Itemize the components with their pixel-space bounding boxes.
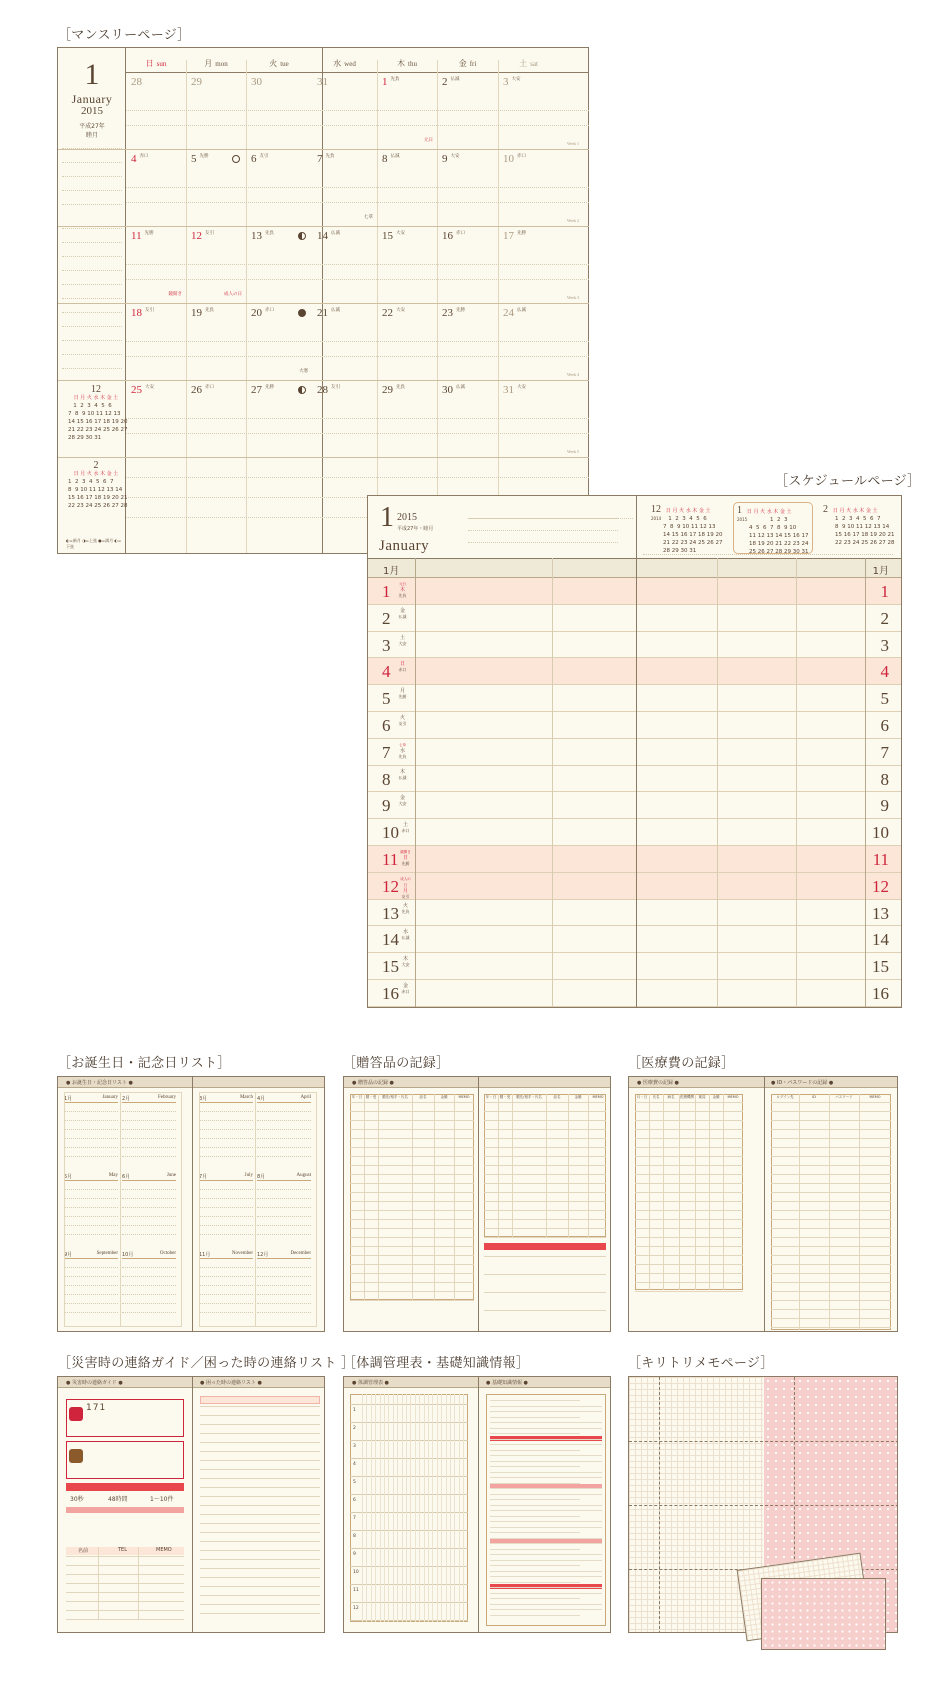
- schedule-day-left: 12: [382, 876, 399, 896]
- schedule-day-left: 13: [382, 903, 399, 923]
- mini-cal-row: 28 29 30 31: [68, 435, 102, 441]
- gift-header: ● 贈答品の記録 ●: [352, 1080, 394, 1086]
- monthly-side: [58, 48, 126, 553]
- schedule-mini-feb: 2 日 月 火 水 木 金 土 1 2 3 4 5 6 7 8 9 10 11 12 13 14 15 16 17 18 19 20 21 22 23 24 25 26 27 28: [823, 506, 898, 547]
- day-note: 七草: [364, 215, 373, 220]
- monthly-month-name: January: [71, 92, 113, 106]
- schedule-row[interactable]: [368, 685, 901, 712]
- schedule-day-right: 2: [880, 608, 889, 628]
- birthday-header: ● お誕生日・記念日リスト ●: [66, 1080, 133, 1086]
- monthly-mini-feb: 2 日 月 火 水 木 金 土 1 2 3 4 5 6 7 8 9 10 11 12 13 14 15 16 17 18 19 20 21 22 23 24 25 26 27 28: [68, 460, 128, 509]
- medical-header: ● 医療費の記録 ●: [637, 1080, 679, 1086]
- schedule-col-label-left: 1月: [383, 566, 400, 577]
- schedule-day-meta: 元日 木 先負: [398, 582, 407, 598]
- gift-col-header: 贈先/相手・氏名: [382, 1095, 408, 1099]
- monthly-year: 2015: [81, 105, 103, 117]
- idpw-col-header: MEMO: [869, 1095, 881, 1099]
- health-page: [343, 1376, 611, 1633]
- schedule-row[interactable]: [368, 739, 901, 766]
- schedule-page: [367, 495, 902, 1008]
- health-row-num: 12: [353, 1606, 359, 1611]
- monthly-day[interactable]: 4 $^{赤口}$: [131, 153, 149, 165]
- monthly-day[interactable]: 27 $^{先勝}$: [251, 384, 274, 396]
- schedule-day-meta: 鏡開き 日 先勝: [400, 850, 411, 866]
- schedule-day-meta: 土 赤口: [401, 822, 410, 834]
- monthly-day[interactable]: 26 $^{赤口}$: [191, 384, 214, 396]
- schedule-day-right: 3: [880, 635, 889, 655]
- caption-health: ［体調管理表・基礎知識情報］: [343, 1356, 530, 1371]
- message-count: 1〜10件: [150, 1496, 174, 1503]
- health-row-num: 2: [353, 1426, 356, 1431]
- gift-col-header: 金額: [574, 1095, 582, 1099]
- schedule-day-meta: 成人の日 月 友引: [400, 876, 411, 899]
- schedule-day-meta: 日 赤口: [398, 661, 407, 673]
- caption-schedule: ［スケジュールページ］: [775, 474, 921, 489]
- schedule-day-left: 11: [382, 850, 399, 869]
- birthday-month: 1月 January: [64, 1095, 118, 1102]
- medical-col-header: 氏名: [652, 1095, 660, 1099]
- health-row-num: 7: [353, 1516, 356, 1521]
- week-label: Week 4: [566, 372, 579, 377]
- schedule-day-right: 4: [880, 662, 889, 682]
- moon-icon: [298, 309, 306, 317]
- birthday-month: 4月 April: [257, 1095, 311, 1102]
- schedule-day-meta: 金 大安: [398, 795, 407, 807]
- moon-icon: [232, 155, 240, 163]
- monthly-day[interactable]: 22 $^{大安}$: [382, 307, 405, 319]
- schedule-day-left: 15: [382, 957, 399, 977]
- health-row-num: 6: [353, 1498, 356, 1503]
- birthday-month: 2月 February: [122, 1095, 176, 1102]
- schedule-row[interactable]: [368, 819, 901, 846]
- schedule-day-meta: 七草 水 先負: [398, 742, 407, 759]
- schedule-day-left: 16: [382, 984, 399, 1003]
- birthday-month: 6月 June: [122, 1173, 176, 1180]
- moon-icon: [298, 232, 306, 240]
- mini-cal-row: 28 29 30 31: [663, 548, 697, 554]
- dial-number: 171: [86, 1403, 107, 1413]
- monthly-day[interactable]: 2 $^{仏滅}$: [442, 76, 460, 88]
- monthly-day[interactable]: 21 $^{仏滅}$: [317, 307, 340, 319]
- mini-cal-row: 8 9 10 11 12 13 14: [68, 487, 123, 493]
- mini-cal-row: 1 2 3 4 5 6: [663, 516, 707, 522]
- schedule-day-meta: 月 先勝: [398, 688, 407, 700]
- idpw-col-header: パスワード: [835, 1095, 853, 1099]
- caption-medical: ［医療費の記録］: [628, 1056, 735, 1071]
- birthday-month: 8月 August: [257, 1173, 311, 1180]
- caption-birthday: ［お誕生日・記念日リスト］: [58, 1056, 231, 1071]
- monthly-day[interactable]: 6 $^{友引}$: [251, 153, 269, 165]
- id-password-header: ● ID・パスワードの記録 ●: [771, 1080, 834, 1086]
- monthly-era: 平成27年: [79, 123, 105, 130]
- disaster-page: [57, 1376, 325, 1633]
- medical-col-header: 医療機関: [680, 1095, 694, 1099]
- schedule-day-right: 8: [880, 769, 889, 789]
- schedule-row[interactable]: [368, 900, 901, 927]
- schedule-day-left: 4: [382, 662, 391, 682]
- monthly-day[interactable]: 12 $^{友引}$: [191, 230, 214, 242]
- monthly-day[interactable]: 19 $^{先負}$: [191, 307, 214, 319]
- mini-cal-row: 11 12 13 14 15 16 17: [749, 533, 809, 539]
- monthly-day[interactable]: 10 $^{赤口}$: [503, 153, 526, 165]
- monthly-day[interactable]: 28: [131, 76, 142, 88]
- schedule-rows: [368, 578, 901, 1008]
- schedule-row[interactable]: [368, 846, 901, 873]
- gift-col-header: MEMO: [458, 1095, 470, 1099]
- monthly-page: [57, 47, 589, 554]
- record-time: 30秒: [70, 1496, 84, 1503]
- schedule-row[interactable]: [368, 792, 901, 819]
- monthly-day[interactable]: 1 $^{先負}$: [382, 76, 400, 88]
- moon-legend: ◐=新月 ◑=上弦 ●=満月 ◐=下弦: [66, 538, 122, 549]
- monthly-day[interactable]: 15 $^{大安}$: [382, 230, 405, 242]
- mini-cal-row: 1 2 3 4 5 6 7: [68, 479, 114, 485]
- mini-cal-row: 15 16 17 18 19 20 21: [835, 532, 895, 538]
- col-name: 名前: [78, 1548, 89, 1554]
- mini-cal-row: 7 8 9 10 11 12 13: [663, 524, 716, 530]
- schedule-day-left: 2: [382, 608, 391, 628]
- mini-cal-row: 8 9 10 11 12 13 14: [835, 524, 890, 530]
- moon-icon: [298, 386, 306, 394]
- mini-cal-row: 22 23 24 25 26 27 28: [68, 503, 128, 509]
- health-row-num: 3: [353, 1444, 356, 1449]
- medical-page: [628, 1076, 898, 1332]
- mini-cal-row: 14 15 16 17 18 19 20: [663, 532, 723, 538]
- caption-disaster: ［災害時の連絡ガイド／困った時の連絡リスト ］: [58, 1356, 355, 1371]
- health-row-num: 9: [353, 1552, 356, 1557]
- mini-cal-row: 1 2 3 4 5 6: [68, 403, 112, 409]
- schedule-day-right: 5: [880, 689, 889, 709]
- health-header: ● 体調管理表 ●: [352, 1380, 389, 1386]
- schedule-mini-dec: 12 日 月 火 水 木 金 土 2014 1 2 3 4 5 6 7 8 9 10 11 12 13 14 15 16 17 18 19 20 21 22 23 24 25 26 27 28 29 30 31: [651, 504, 723, 554]
- schedule-day-meta: 金 赤口: [401, 983, 410, 994]
- schedule-year: 2015: [397, 512, 417, 523]
- weekday-tue: 火 tue: [269, 59, 289, 68]
- schedule-day-left: 3: [382, 635, 391, 655]
- schedule-header-row: [368, 558, 901, 578]
- birthday-month: 7月 July: [199, 1173, 253, 1180]
- schedule-day-right: 10: [872, 823, 889, 843]
- week-label: Week 5: [566, 449, 579, 454]
- birthday-month: 5月 May: [64, 1173, 118, 1180]
- monthly-day[interactable]: 31 $^{大安}$: [503, 384, 526, 396]
- day-note: 大寒: [299, 369, 308, 374]
- schedule-day-meta: 木 大安: [401, 956, 410, 968]
- caption-memo: ［キリトリメモページ］: [628, 1356, 774, 1371]
- gift-col-header: 品名: [419, 1095, 427, 1099]
- schedule-day-meta: 木 仏滅: [398, 768, 407, 780]
- schedule-day-left: 14: [382, 930, 399, 950]
- gift-col-header: 贈先/相手・氏名: [516, 1095, 542, 1099]
- gift-col-header: MEMO: [592, 1095, 604, 1099]
- gift-col-header: 金額: [440, 1095, 448, 1099]
- birthday-month: 10月 October: [122, 1251, 176, 1258]
- schedule-month-name: January: [379, 538, 430, 554]
- weekday-fri: 金 fri: [458, 59, 477, 68]
- memo-card-dots: [761, 1578, 886, 1650]
- health-row-num: 11: [353, 1588, 359, 1593]
- schedule-day-right: 15: [872, 957, 889, 977]
- mini-cal-row: 1 2 3 4 5 6 7: [835, 516, 881, 522]
- idpw-col-header: ログイン先: [776, 1095, 794, 1099]
- day-note: 元日: [424, 138, 433, 143]
- mini-cal-row: 21 22 23 24 25 26 27: [663, 540, 723, 546]
- weekday-mon: 月 mon: [204, 59, 228, 68]
- gift-col-header: 年・日: [485, 1095, 497, 1099]
- col-memo: MEMO: [156, 1547, 172, 1553]
- monthly-day[interactable]: 24 $^{仏滅}$: [503, 307, 526, 319]
- schedule-row[interactable]: [368, 605, 901, 632]
- monthly-day[interactable]: 14 $^{仏滅}$: [317, 230, 340, 242]
- medical-col-header: 病名: [667, 1095, 675, 1099]
- schedule-day-left: 9: [382, 796, 391, 816]
- monthly-day[interactable]: 16 $^{赤口}$: [442, 230, 465, 242]
- medical-col-header: 薬局: [698, 1095, 706, 1099]
- keep-time: 48時間: [108, 1496, 128, 1503]
- schedule-era: 平成27年・睦月: [397, 526, 434, 532]
- schedule-col-label-right: 1月: [872, 566, 889, 577]
- mini-cal-row: 18 19 20 21 22 23 24: [749, 541, 809, 547]
- mini-cal-row: 14 15 16 17 18 19 20: [68, 419, 128, 425]
- schedule-row[interactable]: [368, 766, 901, 793]
- week-label: Week 2: [566, 218, 579, 223]
- gift-col-header: 品名: [553, 1095, 561, 1099]
- weekday-thu: 木 thu: [397, 59, 417, 68]
- monthly-day[interactable]: 3 $^{大安}$: [503, 76, 521, 88]
- monthly-day[interactable]: 30: [251, 76, 262, 88]
- schedule-day-meta: 金 仏滅: [398, 607, 407, 619]
- monthly-day[interactable]: 17 $^{先勝}$: [503, 230, 526, 242]
- birthday-page: [57, 1076, 325, 1332]
- mini-cal-row: 25 26 27 28 29 30 31: [749, 549, 809, 555]
- mini-cal-row: 1 2 3: [749, 517, 788, 523]
- birthday-month: 11月 November: [199, 1251, 253, 1258]
- day-note: 成人の日: [224, 292, 242, 297]
- monthly-mini-dec: 12 日 月 火 水 木 金 土 1 2 3 4 5 6 7 8 9 10 11 12 13 14 15 16 17 18 19 20 21 22 23 24 25 26 27 28 29 30 31: [68, 384, 128, 441]
- mini-cal-row: 15 16 17 18 19 20 21: [68, 495, 128, 501]
- mini-cal-row: 22 23 24 25 26 27 28: [835, 540, 895, 546]
- gift-col-header: 贈・受: [499, 1095, 511, 1099]
- monthly-day[interactable]: 7 $^{先負}$: [317, 153, 335, 165]
- mini-cal-row: 21 22 23 24 25 26 27: [68, 427, 128, 433]
- birthday-month: 3月 March: [199, 1095, 253, 1102]
- schedule-row[interactable]: [368, 578, 901, 605]
- mini-cal-row: 4 5 6 7 8 9 10: [749, 525, 797, 531]
- schedule-month-number: 1: [380, 502, 394, 533]
- monthly-jp-month: 睦月: [85, 132, 98, 139]
- monthly-day[interactable]: 31: [317, 76, 328, 88]
- mini-cal-row: 7 8 9 10 11 12 13: [68, 411, 121, 417]
- schedule-mini-jan: 1 日 月 火 水 木 金 土 2015 1 2 3 4 5 6 7 8 9 10 11 12 13 14 15 16 17 18 19 20 21 22 23 24 25 26 27 28 29 30 31: [733, 502, 813, 554]
- health-row-num: 8: [353, 1534, 356, 1539]
- schedule-row[interactable]: [368, 953, 901, 980]
- schedule-day-right: 14: [872, 930, 889, 950]
- schedule-row[interactable]: [368, 712, 901, 739]
- monthly-day[interactable]: 18 $^{友引}$: [131, 307, 154, 319]
- schedule-day-right: 9: [880, 796, 889, 816]
- weekday-sat: 土 sat: [519, 59, 538, 68]
- birthday-month: 12月 December: [257, 1251, 311, 1258]
- monthly-grid: [126, 48, 589, 553]
- schedule-row[interactable]: [368, 873, 901, 900]
- monthly-day[interactable]: 29: [191, 76, 202, 88]
- week-label: Week 3: [566, 295, 579, 300]
- schedule-day-meta: 水 仏滅: [401, 929, 410, 941]
- schedule-day-meta: 土 大安: [398, 634, 407, 646]
- schedule-day-left: 6: [382, 716, 391, 735]
- schedule-row[interactable]: [368, 658, 901, 685]
- monthly-day[interactable]: 25 $^{大安}$: [131, 384, 154, 396]
- health-row-num: 5: [353, 1480, 356, 1485]
- monthly-day[interactable]: 11 $^{先勝}$: [131, 230, 154, 242]
- week-label: Week 1: [566, 141, 579, 146]
- schedule-top-spine: [636, 496, 637, 558]
- schedule-day-right: 1: [880, 582, 889, 601]
- medical-col-header: 金額: [712, 1095, 720, 1099]
- monthly-day[interactable]: 13 $^{先負}$: [251, 230, 274, 242]
- schedule-day-right: 7: [880, 742, 889, 762]
- caption-gift: ［贈答品の記録］: [343, 1056, 450, 1071]
- health-row-num: 4: [353, 1462, 356, 1467]
- monthly-day[interactable]: 20 $^{赤口}$: [251, 307, 274, 319]
- monthly-day[interactable]: 30 $^{仏滅}$: [442, 384, 465, 396]
- schedule-day-left: 5: [382, 689, 391, 709]
- monthly-day[interactable]: 23 $^{先勝}$: [442, 307, 465, 319]
- schedule-day-right: 11: [872, 850, 889, 869]
- schedule-day-meta: 火 先負: [401, 902, 410, 914]
- monthly-day[interactable]: 28 $^{友引}$: [317, 384, 340, 396]
- gift-page: [343, 1076, 611, 1332]
- day-note: 鏡開き: [168, 292, 182, 297]
- medical-col-header: MEMO: [727, 1095, 739, 1099]
- schedule-day-left: 10: [382, 823, 399, 843]
- schedule-row[interactable]: [368, 980, 901, 1007]
- col-tel: TEL: [118, 1547, 127, 1553]
- weekday-wed: 水 wed: [333, 59, 356, 68]
- schedule-day-left: 7: [382, 742, 391, 762]
- gift-col-header: 贈・受: [365, 1095, 377, 1099]
- schedule-day-right: 6: [880, 716, 889, 735]
- monthly-day[interactable]: 9 $^{大安}$: [442, 153, 460, 165]
- schedule-day-right: 13: [872, 903, 889, 923]
- schedule-day-left: 8: [382, 769, 391, 789]
- monthly-day[interactable]: 8 $^{仏滅}$: [382, 153, 400, 165]
- schedule-row[interactable]: [368, 632, 901, 659]
- health-row-num: 1: [353, 1408, 356, 1413]
- health-row-num: 10: [353, 1570, 359, 1575]
- monthly-day[interactable]: 5 $^{先勝}$: [191, 153, 209, 165]
- schedule-day-right: 16: [872, 984, 889, 1003]
- schedule-day-left: 1: [382, 582, 391, 601]
- basic-info-header: ● 基礎知識情報 ●: [486, 1380, 528, 1386]
- gift-col-header: 年・日: [351, 1095, 363, 1099]
- caption-monthly: ［マンスリーページ］: [58, 28, 191, 43]
- idpw-col-header: ID: [812, 1095, 816, 1099]
- medical-col-header: 月・日: [636, 1095, 648, 1099]
- weekday-sun: 日 sun: [145, 59, 167, 68]
- contact-list-header: ● 困った時の連絡リスト ●: [200, 1380, 262, 1386]
- schedule-day-meta: 火 友引: [398, 715, 407, 726]
- monthly-day[interactable]: 29 $^{先負}$: [382, 384, 405, 396]
- disaster-header: ● 災害時の連絡ガイド ●: [66, 1380, 123, 1386]
- schedule-day-right: 12: [872, 876, 889, 896]
- schedule-row[interactable]: [368, 926, 901, 953]
- birthday-month: 9月 September: [64, 1251, 118, 1258]
- monthly-month-number: 1: [84, 58, 100, 91]
